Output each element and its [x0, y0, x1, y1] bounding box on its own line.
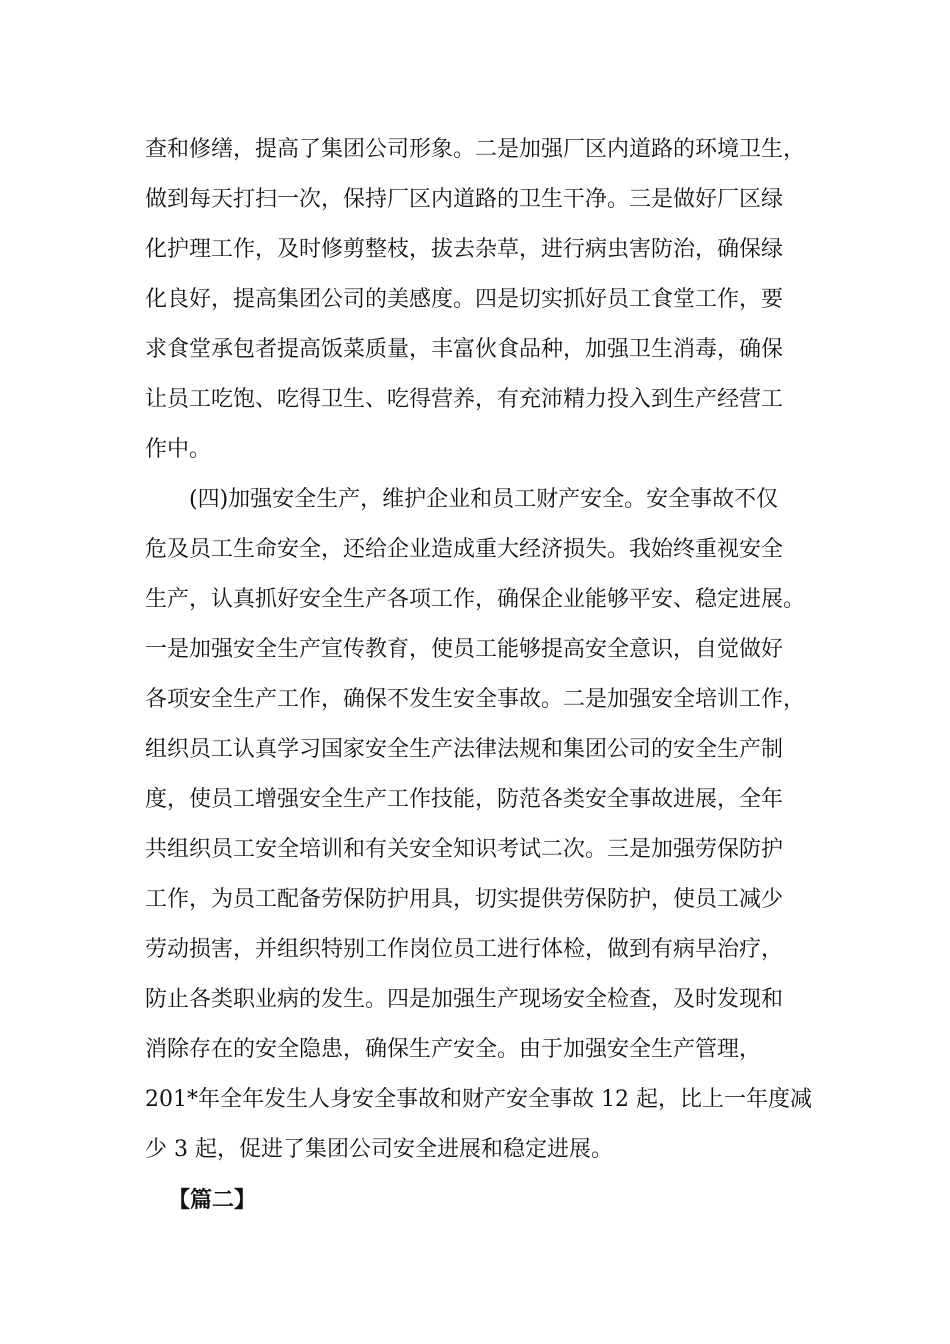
text-line: 查和修缮，提高了集团公司形象。二是加强厂区内道路的环境卫生，	[145, 137, 806, 162]
text-line: 化良好，提高集团公司的美感度。四是切实抓好员工食堂工作，要	[145, 287, 784, 312]
text-line: 消除存在的安全隐患，确保生产安全。由于加强安全生产管理，	[145, 1037, 762, 1062]
text-line: 劳动损害，并组织特别工作岗位员工进行体检，做到有病早治疗，	[145, 937, 784, 962]
text-line: 各项安全生产工作，确保不发生安全事故。二是加强安全培训工作，	[145, 687, 806, 712]
text-line: 工作，为员工配备劳保防护用具，切实提供劳保防护，使员工减少	[145, 887, 784, 912]
text-line: 少 3 起，促进了集团公司安全进展和稳定进展。	[145, 1137, 613, 1162]
text-line: 作中。	[145, 437, 212, 462]
text-line: 防止各类职业病的发生。四是加强生产现场安全检查，及时发现和	[145, 987, 784, 1012]
text-line: 组织员工认真学习国家安全生产法律法规和集团公司的安全生产制	[145, 737, 784, 762]
text-line: 度，使员工增强安全生产工作技能，防范各类安全事故进展，全年	[145, 787, 784, 812]
text-line: (四)加强安全生产，维护企业和员工财产安全。安全事故不仅	[189, 487, 779, 512]
text-line: 一是加强安全生产宣传教育，使员工能够提高安全意识，自觉做好	[145, 637, 784, 662]
text-line: 危及员工生命安全，还给企业造成重大经济损失。我始终重视安全	[145, 537, 784, 562]
text-line: 做到每天打扫一次，保持厂区内道路的卫生干净。三是做好厂区绿	[145, 187, 784, 212]
text-line: 共组织员工安全培训和有关安全知识考试二次。三是加强劳保防护	[145, 837, 784, 862]
section-heading: 【篇二】	[168, 1187, 257, 1213]
text-line: 求食堂承包者提高饭菜质量，丰富伙食品种，加强卫生消毒，确保	[145, 337, 784, 362]
text-line: 201*年全年发生人身安全事故和财产安全事故 12 起，比上一年度减	[145, 1087, 812, 1112]
text-line: 让员工吃饱、吃得卫生、吃得营养，有充沛精力投入到生产经营工	[145, 387, 784, 412]
text-line: 生产，认真抓好安全生产各项工作，确保企业能够平安、稳定进展。	[145, 587, 806, 612]
text-line: 化护理工作，及时修剪整枝，拔去杂草，进行病虫害防治，确保绿	[145, 237, 784, 262]
